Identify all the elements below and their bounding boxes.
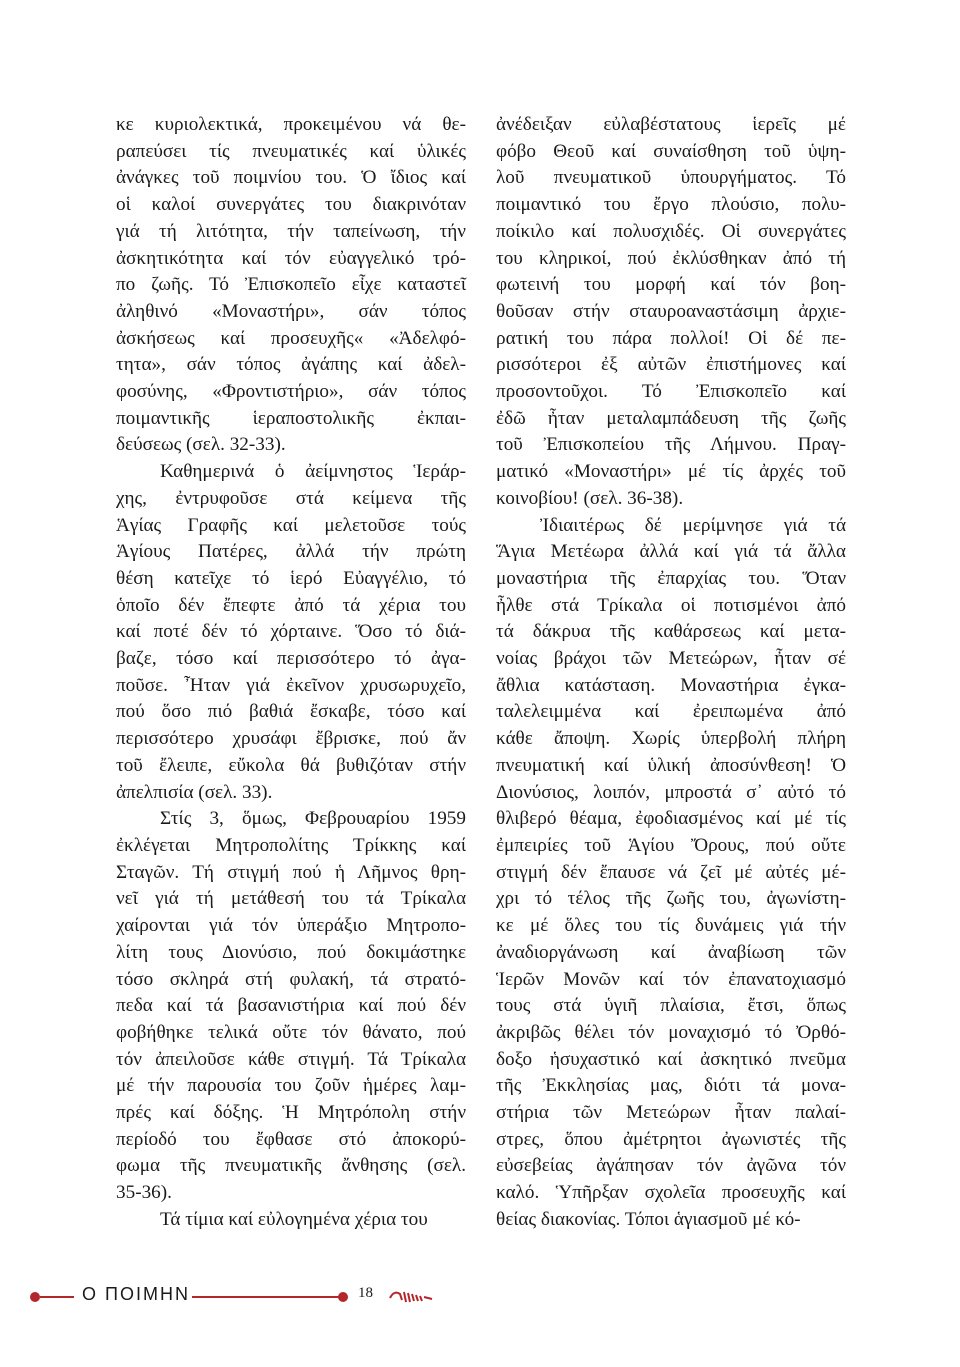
text-line: τόν ἀπειλοῦσε κάθε στιγμή. Τά Τρίκαλα <box>116 1048 466 1070</box>
text-line: Καθημερινά ὁ ἀείμνηστος Ἱεράρ- <box>160 461 466 483</box>
footer-rule-left <box>40 1296 74 1298</box>
text-line: ποῦσε. Ἦταν γιά ἐκεῖνον χρυσωρυχεῖο, <box>116 674 466 696</box>
text-line: πνευματική καί ὑλική ἀποσύνθεση! Ὁ <box>496 754 846 776</box>
text-line: λίτη τους Διονύσιο, πού δοκιμάστηκε <box>116 941 466 963</box>
magazine-title: Ο ΠΟΙΜΗΝ <box>82 1284 190 1304</box>
text-line: νεῖ γιά τή μετάθεσή του τά Τρίκαλα <box>116 888 466 910</box>
text-line: Τά τίμια καί εὐλογημένα χέρια του <box>160 1208 428 1230</box>
text-line: ἀσκητικότητα καί τόν εὐαγγελικό τρό- <box>116 247 466 269</box>
text-line: τά δάκρυα τῆς καθάρσεως καί μετα- <box>496 621 846 643</box>
text-line: ἀναδιοργάνωση καί ἀναβίωση τῶν <box>496 941 846 963</box>
text-line: ἀσκήσεως καί προσευχῆς« «Ἀδελφό- <box>116 327 466 349</box>
text-line: ποιμαντικό του ἔργο πλούσιο, πολυ- <box>496 194 846 216</box>
text-line: θείας διακονίας. Τόποι ἁγιασμοῦ μέ κό- <box>496 1208 801 1230</box>
text-line: κοινοβίου! (σελ. 36-38). <box>496 487 684 509</box>
footer-dot-left <box>30 1292 40 1302</box>
text-line: ἐμπειρίες τοῦ Ἁγίου Ὄρους, πού οὔτε <box>496 834 846 856</box>
text-line: ρισσότεροι ἐξ αὐτῶν ἐπιστήμονες καί <box>496 354 846 376</box>
text-line: φόβο Θεοῦ καί συναίσθηση τοῦ ὑψη- <box>496 140 846 162</box>
text-line: ματικό «Μοναστήρι» μέ τίς ἀρχές τοῦ <box>496 461 846 483</box>
text-line: βαζε, τόσο καί περισσότερο τό ἀγα- <box>116 648 466 670</box>
text-line: ἐκλέγεται Μητροπολίτης Τρίκκης καί <box>116 834 466 856</box>
text-line: φωμα τῆς πνευματικῆς ἄνθησης (σελ. <box>116 1155 466 1177</box>
page-footer <box>0 1282 960 1312</box>
text-line: τους στά ὑγιῆ πλαίσια, ἔτσι, ὅπως <box>496 995 846 1017</box>
text-line: οἱ καλοί συνεργάτες του διακρινόταν <box>116 194 466 216</box>
text-line: φοσύνης, «Φροντιστήριο», σάν τόπος <box>116 381 466 403</box>
text-line: ὁποῖο δέν ἔπεφτε ἀπό τά χέρια του <box>116 594 466 616</box>
text-line: Στίς 3, ὅμως, Φεβρουαρίου 1959 <box>160 808 466 830</box>
text-line: εὐσεβείας ἀγάπησαν τόν ἀγῶνα τόν <box>496 1155 846 1177</box>
text-line: ἀκριβῶς θέλει τόν μοναχισμό τό Ὀρθό- <box>496 1021 846 1043</box>
text-line: στιγμή δέν ἔπαυσε νά ζεῖ μέ αὐτές μέ- <box>496 861 846 883</box>
text-line: περίοδό του ἔφθασε στό ἀποκορύ- <box>116 1128 466 1150</box>
text-line: ραπεύσει τίς πνευματικές καί ὑλικές <box>116 140 466 162</box>
text-line: ἀνάγκες τοῦ ποιμνίου του. Ὁ ἴδιος καί <box>116 167 466 189</box>
footer-dot-middle <box>338 1292 348 1302</box>
text-line: Ἁγίους Πατέρες, ἀλλά τήν πρώτη <box>116 541 466 563</box>
text-line: ἀπελπισία (σελ. 33). <box>116 781 273 803</box>
text-line: τοῦ Ἐπισκοπείου τῆς Λήμνου. Πραγ- <box>496 434 846 456</box>
text-line: θλιβερό θέαμα, ἐφοδιασμένος καί μέ τίς <box>496 808 846 830</box>
page-number: 18 <box>358 1285 373 1301</box>
text-line: γιά τή λιτότητα, τήν ταπείνωση, τήν <box>116 220 466 242</box>
text-line: Ἱερῶν Μονῶν καί τόν ἐπανατοχιασμό <box>496 968 846 990</box>
text-line: του κληρικοί, πού ἐκλύσθηκαν ἀπό τή <box>496 247 846 269</box>
text-line: ἐδῶ ἦταν μεταλαμπάδευση τῆς ζωῆς <box>496 407 846 429</box>
text-line: νοίας βράχοι τῶν Μετεώρων, ἦταν σέ <box>496 648 846 670</box>
text-line: Σταγῶν. Τή στιγμή πού ἡ Λῆμνος θρη- <box>116 861 466 883</box>
text-line: χρι τό τέλος τῆς ζωῆς του, ἀγωνίστη- <box>496 888 846 910</box>
text-line: πο ζωῆς. Τό Ἐπισκοπεῖο εἶχε καταστεῖ <box>116 274 466 296</box>
text-line: ἦλθε στά Τρίκαλα οἱ ποτισμένοι ἀπό <box>496 594 846 616</box>
text-line: 35-36). <box>116 1182 172 1204</box>
text-line: Ἰδιαιτέρως δέ μερίμνησε γιά τά <box>540 514 846 536</box>
text-line: ἀληθινό «Μοναστήρι», σάν τόπος <box>116 300 466 322</box>
text-line: θοῦσαν στήν σταυροαναστάσιμη ἀρχιε- <box>496 300 846 322</box>
text-line: στήρια τῶν Μετεώρων ἦταν παλαί- <box>496 1102 846 1124</box>
text-line: ποιμαντικῆς ἱεραποστολικῆς ἐκπαι- <box>116 407 466 429</box>
text-line: ρατική του πάρα πολλοί! Οἱ δέ πε- <box>496 327 846 349</box>
text-line: πού ὅσο πιό βαθιά ἔσκαβε, τόσο καί <box>116 701 466 723</box>
text-line: Διονύσιος, λοιπόν, μπροστά σ᾽ αὐτό τό <box>496 781 846 803</box>
text-line: στρες, ὅπου ἀμέτρητοι ἀγωνιστές τῆς <box>496 1128 846 1150</box>
text-line: προσοντοῦχοι. Τό Ἐπισκοπεῖο καί <box>496 381 846 403</box>
text-line: Ἁγίας Γραφῆς καί μελετοῦσε τούς <box>116 514 466 536</box>
ornament-icon <box>388 1286 438 1308</box>
text-line: δεύσεως (σελ. 32-33). <box>116 434 286 456</box>
text-line: δοξο ἡσυχαστικό καί ἀσκητικό πνεῦμα <box>496 1048 846 1070</box>
text-line: τόσο σκληρά στή φυλακή, τά στρατό- <box>116 968 466 990</box>
text-line: τῆς Ἐκκλησίας μας, διότι τά μονα- <box>496 1075 846 1097</box>
text-line: χης, ἐντρυφοῦσε στά κείμενα τῆς <box>116 487 466 509</box>
right-column <box>496 112 846 1234</box>
footer-rule-middle <box>192 1296 340 1298</box>
text-line: μοναστήρια τῆς ἐπαρχίας του. Ὅταν <box>496 567 846 589</box>
text-line: τητα», σάν τόπος ἀγάπης καί ἀδελ- <box>116 354 466 376</box>
text-line: πρές καί δόξης. Ἡ Μητρόπολη στήν <box>116 1102 466 1124</box>
text-line: λοῦ πνευματικοῦ ὑπουργήματος. Τό <box>496 167 846 189</box>
text-line: χαίρονται γιά τόν ὑπεράξιο Μητροπο- <box>116 915 466 937</box>
text-line: φωτεινή του μορφή καί τόν βοη- <box>496 274 846 296</box>
text-line: θέση κατεῖχε τό ἱερό Εὐαγγέλιο, τό <box>116 567 466 589</box>
text-line: φοβήθηκε τελικά οὔτε τόν θάνατο, πού <box>116 1021 466 1043</box>
text-line: καλό. Ὑπῆρξαν σχολεῖα προσευχῆς καί <box>496 1182 846 1204</box>
text-line: Ἅγια Μετέωρα ἀλλά καί γιά τά ἄλλα <box>496 541 846 563</box>
text-line: κάθε ἄποψη. Χωρίς ὑπερβολή πλήρη <box>496 728 846 750</box>
text-line: ταλελειμμένα καί ἐρειπωμένα ἀπό <box>496 701 846 723</box>
text-line: κε κυριολεκτικά, προκειμένου νά θε- <box>116 114 466 135</box>
text-line: ἀνέδειξαν εὐλαβέστατους ἱερεῖς μέ <box>496 114 846 135</box>
text-line: καί ποτέ δέν τό χόρταινε. Ὅσο τό διά- <box>116 621 466 643</box>
text-line: ἄθλια κατάσταση. Μοναστήρια ἐγκα- <box>496 674 846 696</box>
text-line: τοῦ ἔλειπε, εὔκολα θά βυθιζόταν στήν <box>116 754 466 776</box>
text-line: κε μέ ὅλες του τίς δυνάμεις γιά τήν <box>496 915 846 937</box>
text-line: μέ τήν παρουσία του ζοῦν ἡμέρες λαμ- <box>116 1075 466 1097</box>
left-column <box>116 112 466 1234</box>
text-line: περισσότερο χρυσάφι ἔβρισκε, πού ἄν <box>116 728 466 750</box>
text-line: ποίκιλο καί πολυσχιδές. Οἱ συνεργάτες <box>496 220 846 242</box>
text-line: πεδα καί τά βασανιστήρια καί πού δέν <box>116 995 466 1017</box>
